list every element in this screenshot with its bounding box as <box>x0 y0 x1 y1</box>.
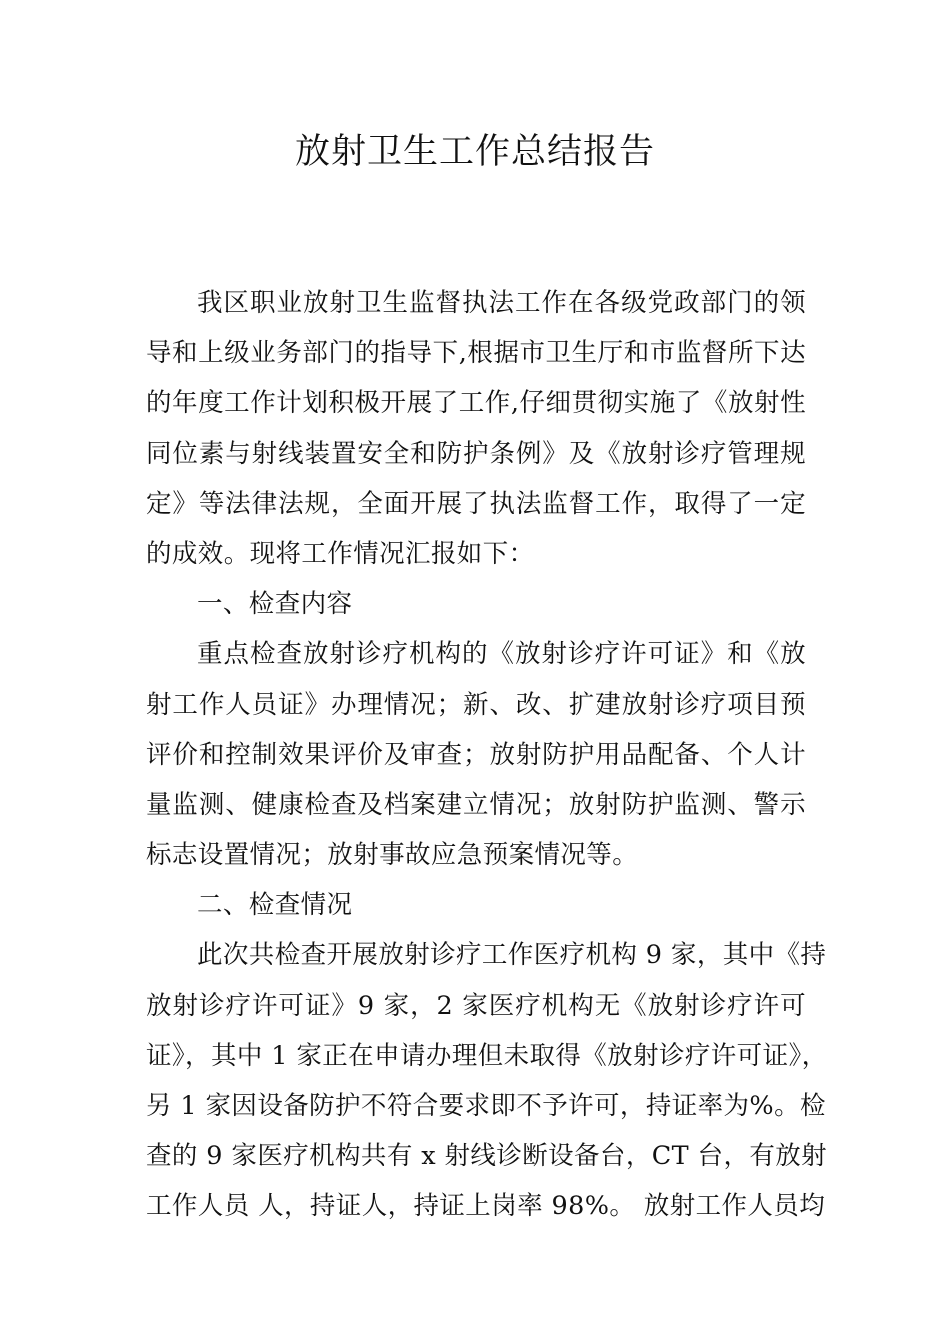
paragraph-line: 查的 9 家医疗机构共有 x 射线诊断设备台，CT 台，有放射 <box>146 1141 828 1172</box>
paragraph-line: 我区职业放射卫生监督执法工作在各级党政部门的领 <box>197 288 806 318</box>
paragraph-line: 的年度工作计划积极开展了工作,仔细贯彻实施了《放射性 <box>146 388 806 419</box>
paragraph-line: 另 1 家因设备防护不符合要求即不予许可，持证率为%。检 <box>146 1091 826 1121</box>
paragraph-line: 放射诊疗许可证》9 家，2 家医疗机构无《放射诊疗许可 <box>146 990 806 1021</box>
paragraph-line: 同位素与射线装置安全和防护条例》及《放射诊疗管理规 <box>146 438 806 469</box>
paragraph-line: 评价和控制效果评价及审查；放射防护用品配备、个人计 <box>146 739 806 770</box>
paragraph-line: 标志设置情况；放射事故应急预案情况等。 <box>146 840 639 871</box>
paragraph-line: 导和上级业务部门的指导下,根据市卫生厅和市监督所下达 <box>146 338 806 369</box>
paragraph-line: 量监测、健康检查及档案建立情况；放射防护监测、警示 <box>146 789 806 820</box>
document-title: 放射卫生工作总结报告 <box>294 132 655 172</box>
section-heading: 二、检查情况 <box>197 890 353 921</box>
paragraph-line: 工作人员 人，持证人，持证上岗率 98%。 放射工作人员均 <box>146 1191 826 1222</box>
document-body <box>146 278 828 1232</box>
paragraph-line: 的成效。现将工作情况汇报如下： <box>146 538 535 569</box>
paragraph-line: 定》等法律法规，全面开展了执法监督工作，取得了一定 <box>146 488 806 519</box>
paragraph-line: 射工作人员证》办理情况；新、改、扩建放射诊疗项目预 <box>146 689 806 720</box>
paragraph-line: 此次共检查开展放射诊疗工作医疗机构 9 家，其中《持 <box>197 940 827 971</box>
paragraph-line: 重点检查放射诊疗机构的《放射诊疗许可证》和《放 <box>197 639 806 670</box>
paragraph-line: 证》，其中 1 家正在申请办理但未取得《放射诊疗许可证》， <box>146 1040 828 1071</box>
section-heading: 一、检查内容 <box>197 589 353 620</box>
